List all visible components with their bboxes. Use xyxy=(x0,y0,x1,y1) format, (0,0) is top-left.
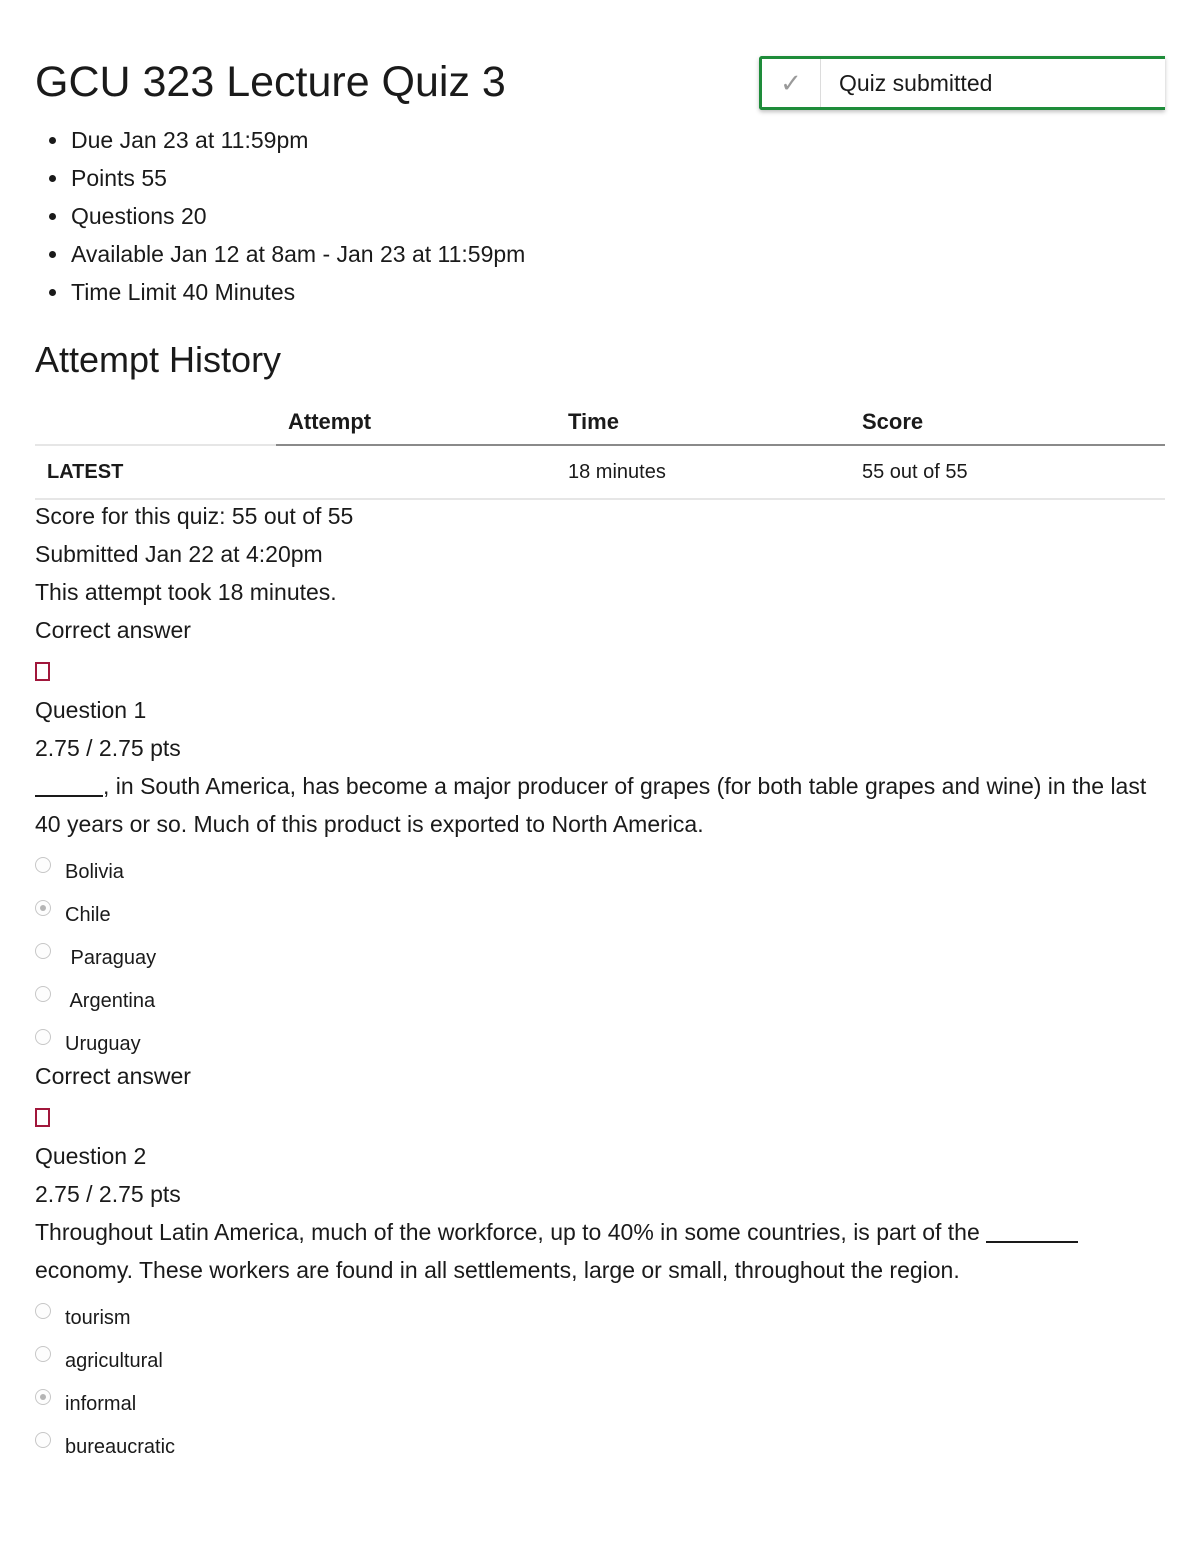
questions-count: Questions 20 xyxy=(71,203,207,229)
bullet-icon xyxy=(49,175,56,182)
question-text xyxy=(35,767,1165,843)
question-text xyxy=(35,1213,1165,1289)
table-header-score: Score xyxy=(850,400,1165,445)
table-header-row xyxy=(35,400,1165,445)
time-limit: Time Limit 40 Minutes xyxy=(71,279,296,305)
answer-option[interactable] xyxy=(35,1428,1165,1471)
answer-option[interactable] xyxy=(35,896,1165,939)
attempt-duration: This attempt took 18 minutes. xyxy=(35,579,337,605)
bullet-icon xyxy=(49,213,56,220)
questions-item xyxy=(35,197,525,235)
radio-button[interactable] xyxy=(35,1029,51,1045)
attempt-history-table xyxy=(35,400,1165,500)
page-title: GCU 323 Lecture Quiz 3 xyxy=(35,58,506,106)
answer-label: Argentina xyxy=(65,990,156,1012)
bullet-icon xyxy=(49,137,56,144)
due-date-item xyxy=(35,121,525,159)
answer-option[interactable] xyxy=(35,982,1165,1025)
question-number: Question 1 xyxy=(35,697,147,723)
time-limit-item xyxy=(35,273,525,311)
attempt-score: 55 out of 55 xyxy=(850,445,1165,499)
attempt-time: 18 minutes xyxy=(556,445,850,499)
bullet-icon xyxy=(49,289,56,296)
quiz-submitted-toast[interactable] xyxy=(759,56,1165,110)
quiz-score: Score for this quiz: 55 out of 55 xyxy=(35,503,354,529)
question-text-before-blank: Throughout Latin America, much of the workforce, up to 40% in some countries, is part of the xyxy=(35,1219,987,1245)
answer-label: Chile xyxy=(65,904,111,926)
flag-icon[interactable] xyxy=(35,1108,50,1127)
radio-button[interactable] xyxy=(35,1346,51,1362)
radio-button-selected[interactable] xyxy=(35,900,51,916)
answer-label: informal xyxy=(65,1393,137,1415)
question-1 xyxy=(35,611,1165,1068)
answer-option[interactable] xyxy=(35,1342,1165,1385)
attempt-history-title: Attempt History xyxy=(35,339,282,380)
radio-button[interactable] xyxy=(35,1432,51,1448)
due-date: Due Jan 23 at 11:59pm xyxy=(71,127,309,153)
answer-options xyxy=(35,1299,1165,1471)
toast-icon-box xyxy=(762,59,821,107)
table-row xyxy=(35,445,1165,499)
points-item xyxy=(35,159,525,197)
answer-option[interactable] xyxy=(35,1385,1165,1428)
table-header-blank xyxy=(35,400,276,445)
answer-status: Correct answer xyxy=(35,617,191,643)
submitted-time: Submitted Jan 22 at 4:20pm xyxy=(35,541,323,567)
answer-label: Uruguay xyxy=(65,1033,141,1055)
checkmark-icon: ✓ xyxy=(780,68,802,98)
question-points: 2.75 / 2.75 pts xyxy=(35,1181,181,1207)
answer-option[interactable] xyxy=(35,939,1165,982)
availability-item xyxy=(35,235,525,273)
answer-label: Bolivia xyxy=(65,861,124,883)
answer-label: tourism xyxy=(65,1307,131,1329)
radio-button[interactable] xyxy=(35,986,51,1002)
radio-button-selected[interactable] xyxy=(35,1389,51,1405)
answer-status: Correct answer xyxy=(35,1063,191,1089)
attempt-latest-label: LATEST xyxy=(35,445,276,499)
answer-option[interactable] xyxy=(35,853,1165,896)
flag-icon[interactable] xyxy=(35,662,50,681)
table-header-time: Time xyxy=(556,400,850,445)
answer-label: agricultural xyxy=(65,1350,163,1372)
fill-in-blank xyxy=(986,1241,1078,1243)
question-number: Question 2 xyxy=(35,1143,147,1169)
answer-label: Paraguay xyxy=(65,947,157,969)
answer-label: bureaucratic xyxy=(65,1436,176,1458)
quiz-details-list xyxy=(35,121,525,311)
bullet-icon xyxy=(49,251,56,258)
availability-window: Available Jan 12 at 8am - Jan 23 at 11:59pm xyxy=(71,241,526,267)
points-total: Points 55 xyxy=(71,165,167,191)
fill-in-blank xyxy=(35,795,103,797)
toast-message: Quiz submitted xyxy=(839,69,993,96)
question-2 xyxy=(35,1057,1165,1471)
radio-button[interactable] xyxy=(35,943,51,959)
question-text-after-blank: economy. These workers are found in all settlements, large or small, throughout the region. xyxy=(35,1257,960,1283)
radio-button[interactable] xyxy=(35,1303,51,1319)
radio-button[interactable] xyxy=(35,857,51,873)
question-text-after-blank: , in South America, has become a major producer of grapes (for both table grapes and wine) in the last 40 years or so. Much of this product is exported to North America. xyxy=(35,773,1147,837)
question-points: 2.75 / 2.75 pts xyxy=(35,735,181,761)
quiz-summary xyxy=(35,497,353,611)
attempt-link[interactable] xyxy=(276,445,556,499)
table-header-attempt: Attempt xyxy=(276,400,556,445)
answer-option[interactable] xyxy=(35,1299,1165,1342)
answer-options xyxy=(35,853,1165,1068)
